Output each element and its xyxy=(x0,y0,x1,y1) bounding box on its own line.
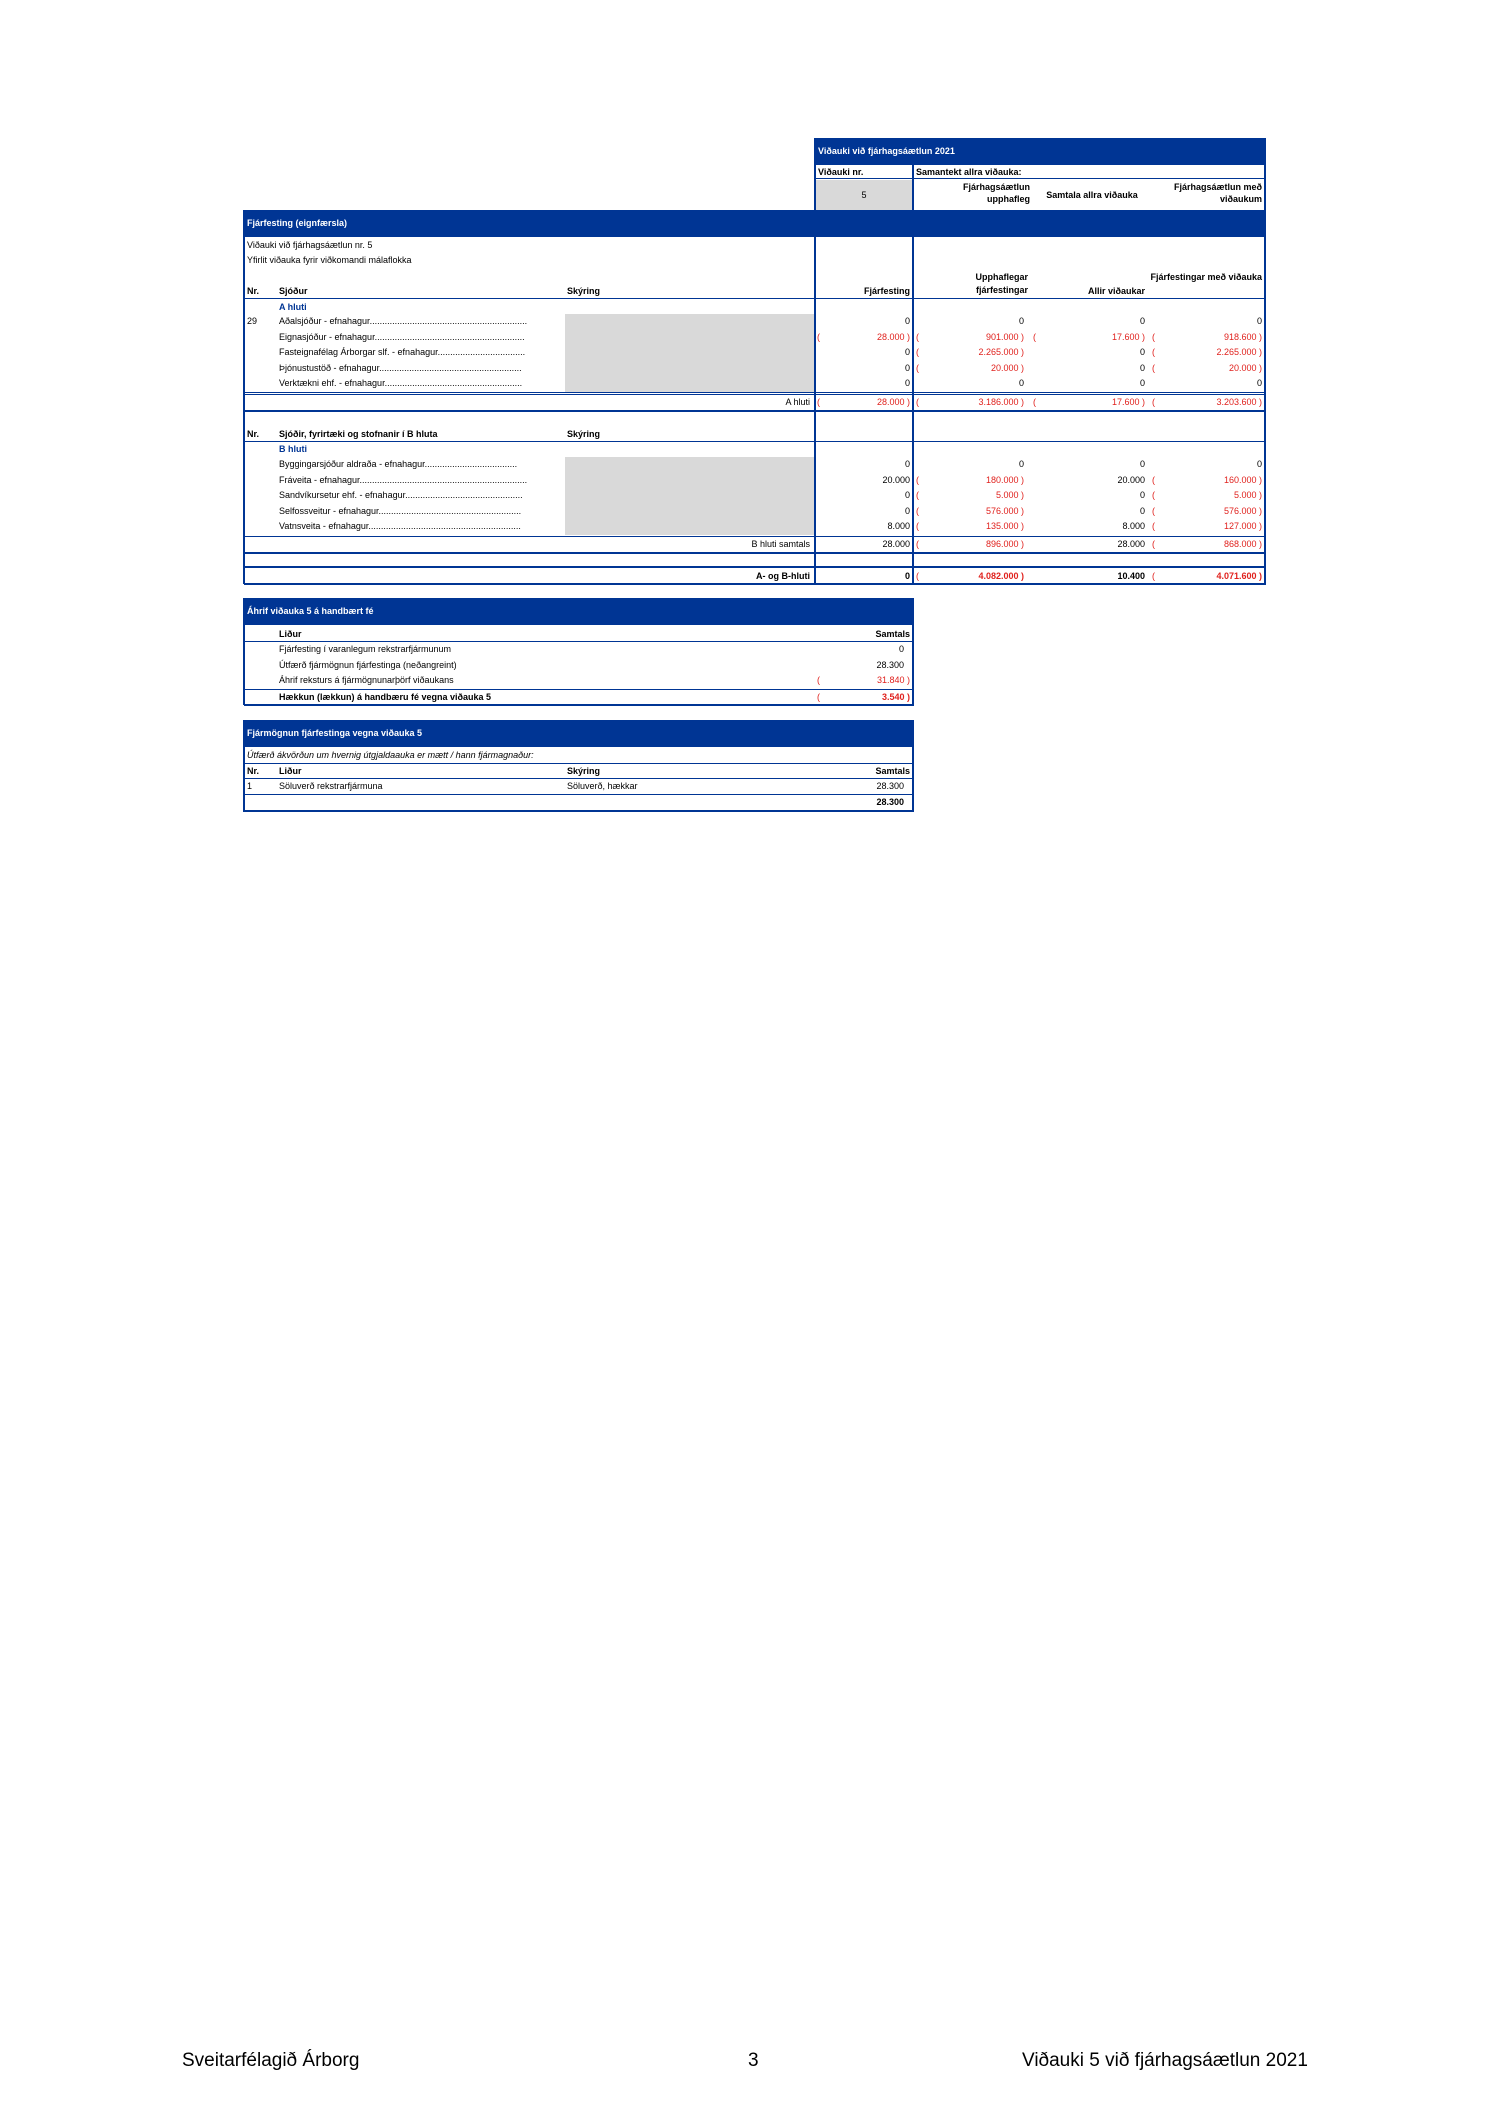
addendum-nr-value: 5 xyxy=(861,190,867,200)
cash-row-value: 0 xyxy=(898,644,904,654)
total-ab-all-value: 10.400 xyxy=(1117,571,1145,581)
row-b-all-value: 0 xyxy=(1139,490,1145,501)
row-b-with-paren: ( xyxy=(1152,490,1155,501)
row-b-with-paren: ( xyxy=(1152,505,1155,516)
col-with-header: Fjárhagsáætlun með viðaukum xyxy=(1173,182,1262,204)
row-a-orig-value: 20.000 ) xyxy=(990,362,1024,373)
total-ab-with-paren: ( xyxy=(1152,571,1155,581)
footer-document-title: Viðauki 5 við fjárhagsáætlun 2021 xyxy=(1022,2050,1308,2071)
row-b-orig-value: 180.000 ) xyxy=(985,474,1024,485)
total-b-with-paren: ( xyxy=(1152,539,1155,549)
row-b-all-value: 0 xyxy=(1139,505,1145,516)
fin-row-expl: Söluverð, hækkar xyxy=(567,781,638,791)
row-a-orig-value: 901.000 ) xyxy=(985,331,1024,342)
total-b-with-value: 868.000 ) xyxy=(1223,539,1262,549)
cash-row-label: Áhrif reksturs á fjármögnunarþörf viðaukans xyxy=(279,675,454,685)
section-b-label: B hluti xyxy=(279,444,307,454)
total-a-label: A hluti xyxy=(785,397,810,407)
total-a-all-value: 17.600 ) xyxy=(1111,397,1145,407)
row-b-inv-value: 0 xyxy=(904,505,910,516)
row-a-all-value: 0 xyxy=(1139,347,1145,357)
fin-col-total: Samtals xyxy=(875,766,910,776)
row-b-orig-value: 5.000 ) xyxy=(995,490,1024,501)
col-investment: Fjárfesting xyxy=(863,286,910,296)
explanation-fill-b xyxy=(565,457,814,535)
row-a-with-paren: ( xyxy=(1152,347,1155,357)
row-b-name: Selfossveitur - efnahagur......................................................... xyxy=(279,505,522,516)
col-original-investment: Upphaflegar fjárfestingar xyxy=(975,272,1028,295)
section-a-label: A hluti xyxy=(279,302,307,312)
total-b-all-value: 28.000 xyxy=(1117,539,1145,549)
row-b-with-value: 160.000 ) xyxy=(1223,474,1262,485)
row-b-name: Byggingarsjóður aldraða - efnahagur..................................... xyxy=(279,459,518,469)
row-b-orig-value: 135.000 ) xyxy=(985,521,1024,532)
total-ab-with-value: 4.071.600 ) xyxy=(1216,571,1262,581)
row-a-orig-value: 0 xyxy=(1018,378,1024,388)
cash-row-label: Fjárfesting í varanlegum rekstrarfjármunum xyxy=(279,644,452,654)
row-a-inv-value: 0 xyxy=(904,362,910,373)
row-b-with-value: 0 xyxy=(1256,459,1262,469)
total-a-all-paren: ( xyxy=(1033,397,1036,407)
investment-subtitle-2: Yfirlit viðauka fyrir viðkomandi málaflokka xyxy=(247,255,412,265)
row-a-orig-paren: ( xyxy=(916,347,919,357)
cash-row-label: Útfærð fjármögnun fjárfestinga (neðangreint) xyxy=(279,659,457,670)
row-a-with-value: 2.265.000 ) xyxy=(1216,347,1262,357)
fin-row-item: Söluverð rekstrarfjármuna xyxy=(279,781,383,791)
col-all-addenda: Allir viðaukar xyxy=(1087,286,1145,296)
row-b-orig-value: 0 xyxy=(1018,459,1024,469)
row-b-with-value: 576.000 ) xyxy=(1223,505,1262,516)
row-b-all-value: 0 xyxy=(1139,459,1145,469)
row-b-with-value: 127.000 ) xyxy=(1223,521,1262,532)
total-ab-orig-paren: ( xyxy=(916,571,919,581)
row-a-orig-value: 2.265.000 ) xyxy=(978,347,1024,357)
addendum-nr-label: Viðauki nr. xyxy=(818,167,864,177)
row-b-inv-value: 8.000 xyxy=(887,521,910,532)
fin-col-expl: Skýring xyxy=(567,766,601,776)
row-a-with-value: 20.000 ) xyxy=(1228,362,1262,373)
row-b-orig-paren: ( xyxy=(916,474,919,485)
total-b-orig-paren: ( xyxy=(916,539,919,549)
row-b-with-paren: ( xyxy=(1152,521,1155,532)
row-a-name: Eignasjóður - efnahagur............................................................ xyxy=(279,331,525,342)
cash-total-value: 3.540 ) xyxy=(881,692,910,702)
cash-col-item: Liður xyxy=(279,629,302,639)
row-a-name: Verktækni ehf. - efnahagur....................................................... xyxy=(279,378,523,388)
col-explanation: Skýring xyxy=(567,286,601,296)
row-a-orig-value: 0 xyxy=(1018,316,1024,326)
total-a-inv-paren: ( xyxy=(817,397,820,407)
row-a-all-value: 17.600 ) xyxy=(1111,331,1145,342)
row-a-nr: 29 xyxy=(247,316,258,326)
fin-col-item: Liður xyxy=(279,766,302,776)
row-b-with-value: 5.000 ) xyxy=(1233,490,1262,501)
summary-label: Samantekt allra viðauka: xyxy=(916,167,1022,177)
col-nr: Nr. xyxy=(247,286,260,296)
row-b-orig-paren: ( xyxy=(916,505,919,516)
col-fund-b: Sjóðir, fyrirtæki og stofnanir í B hluta xyxy=(279,429,438,439)
row-a-all-value: 0 xyxy=(1139,378,1145,388)
row-a-inv-value: 0 xyxy=(904,316,910,326)
row-a-with-value: 0 xyxy=(1256,316,1262,326)
row-a-orig-paren: ( xyxy=(916,362,919,373)
col-nr-b: Nr. xyxy=(247,429,260,439)
row-a-name: Aðalsjóður - efnahagur............................................................... xyxy=(279,316,528,326)
row-a-with-paren: ( xyxy=(1152,362,1155,373)
fin-col-nr: Nr. xyxy=(247,766,260,776)
row-a-all-paren: ( xyxy=(1033,331,1036,342)
row-b-inv-value: 0 xyxy=(904,459,910,469)
explanation-fill-a xyxy=(565,314,814,392)
row-b-inv-value: 0 xyxy=(904,490,910,501)
total-a-with-value: 3.203.600 ) xyxy=(1216,397,1262,407)
addendum-nr-cell xyxy=(816,180,912,210)
row-a-inv-value: 28.000 ) xyxy=(876,331,910,342)
row-a-name: Fasteignafélag Árborgar slf. - efnahagur................................... xyxy=(279,347,526,357)
cash-total-paren-open: ( xyxy=(817,692,820,702)
row-a-with-value: 918.600 ) xyxy=(1223,331,1262,342)
total-b-label: B hluti samtals xyxy=(751,539,810,549)
footer-page-number: 3 xyxy=(748,2050,759,2071)
row-a-inv-value: 0 xyxy=(904,347,910,357)
row-b-all-value: 20.000 xyxy=(1117,474,1145,485)
total-ab-label: A- og B-hluti xyxy=(756,571,810,581)
top-panel-title: Viðauki við fjárhagsáætlun 2021 xyxy=(815,138,1266,165)
row-b-orig-paren: ( xyxy=(916,521,919,532)
total-ab-inv-value: 0 xyxy=(904,571,910,581)
row-b-name: Fráveita - efnahagur................................................................... xyxy=(279,474,528,485)
cash-title: Áhrif viðauka 5 á handbært fé xyxy=(244,598,912,625)
row-b-inv-value: 20.000 xyxy=(882,474,910,485)
row-a-orig-paren: ( xyxy=(916,331,919,342)
cash-row-paren: ( xyxy=(817,675,820,685)
col-explanation-b: Skýring xyxy=(567,429,601,439)
row-b-orig-paren: ( xyxy=(916,490,919,501)
row-a-all-value: 0 xyxy=(1139,362,1145,373)
investment-title: Fjárfesting (eignfærsla) xyxy=(244,210,1266,237)
row-b-all-value: 8.000 xyxy=(1122,521,1145,532)
total-b-orig-value: 896.000 ) xyxy=(985,539,1024,549)
financing-title: Fjármögnun fjárfestinga vegna viðauka 5 xyxy=(244,720,912,747)
row-b-with-paren: ( xyxy=(1152,474,1155,485)
fin-row-nr: 1 xyxy=(247,781,253,791)
row-b-orig-value: 576.000 ) xyxy=(985,505,1024,516)
cash-row-value: 28.300 xyxy=(876,659,904,670)
row-a-with-value: 0 xyxy=(1256,378,1262,388)
investment-subtitle-1: Viðauki við fjárhagsáætlun nr. 5 xyxy=(247,240,373,250)
row-b-name: Vatnsveita - efnahagur............................................................. xyxy=(279,521,521,532)
total-a-orig-paren: ( xyxy=(916,397,919,407)
col-total-header: Samtala allra viðauka xyxy=(1046,190,1138,200)
row-b-name: Sandvíkursetur ehf. - efnahagur............................................... xyxy=(279,490,523,501)
footer-municipality: Sveitarfélagið Árborg xyxy=(182,2050,360,2071)
fin-row-value: 28.300 xyxy=(876,781,904,791)
total-a-with-paren: ( xyxy=(1152,397,1155,407)
row-a-inv-paren: ( xyxy=(817,331,820,342)
total-b-inv-value: 28.000 xyxy=(882,539,910,549)
row-a-inv-value: 0 xyxy=(904,378,910,388)
row-a-with-paren: ( xyxy=(1152,331,1155,342)
financing-note: Útfærð ákvörðun um hvernig útgjaldaauka er mætt / hann fjármagnaður: xyxy=(247,750,534,760)
col-investment-with: Fjárfestingar með viðauka xyxy=(1150,272,1262,282)
row-a-name: Þjónustustöð - efnahagur......................................................... xyxy=(279,362,522,373)
row-a-all-value: 0 xyxy=(1139,316,1145,326)
cash-row-value: 31.840 ) xyxy=(876,675,910,685)
cash-total-label: Hækkun (lækkun) á handbæru fé vegna viðauka 5 xyxy=(279,692,492,702)
fin-total-value: 28.300 xyxy=(876,797,904,807)
col-fund: Sjóður xyxy=(279,286,308,296)
total-a-inv-value: 28.000 ) xyxy=(876,397,910,407)
total-a-orig-value: 3.186.000 ) xyxy=(978,397,1024,407)
total-ab-orig-value: 4.082.000 ) xyxy=(978,571,1024,581)
col-original-header: Fjárhagsáætlun upphafleg xyxy=(962,182,1030,204)
cash-col-total: Samtals xyxy=(875,629,910,639)
